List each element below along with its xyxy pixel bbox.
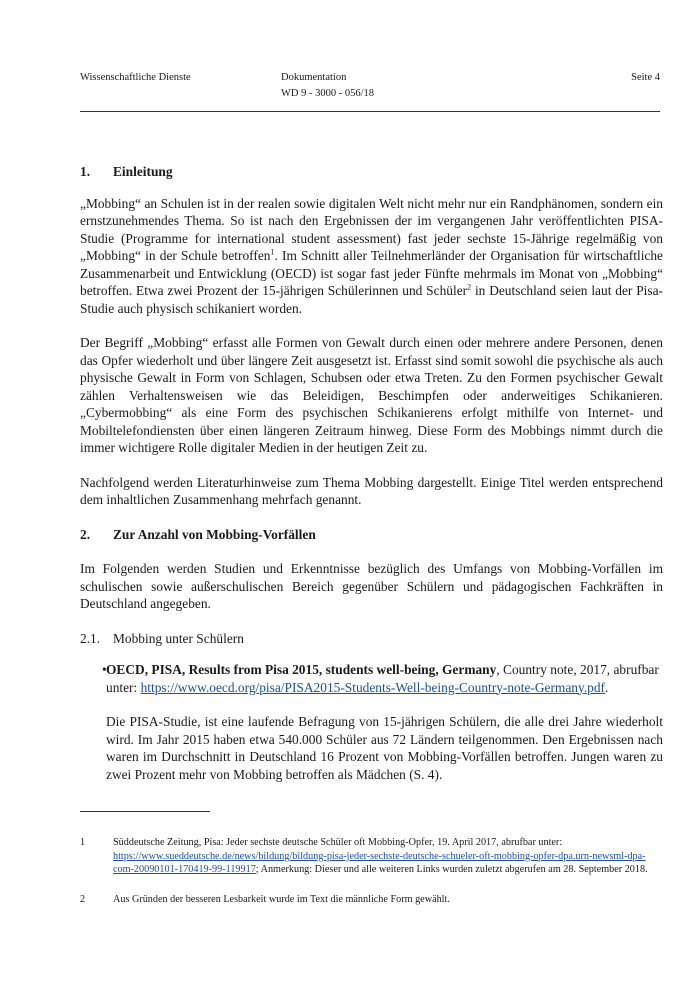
footnote-ref-2[interactable]: 2 <box>467 282 472 292</box>
intro-p1-text-c: in Deutschland seien laut der Pisa-Studie auch physisch schikaniert worden. <box>80 283 663 316</box>
literature-link-end: . <box>605 679 609 695</box>
header-page-number: Seite 4 <box>631 72 660 83</box>
literature-citation <box>106 661 663 696</box>
literature-title: OECD, PISA, Results from Pisa 2015, students well-being, Germany <box>106 662 497 677</box>
header-document-info <box>281 70 374 102</box>
header-doc-type: Dokumentation <box>281 72 347 83</box>
footnote-1-link[interactable]: https://www.sueddeutsche.de/news/bildung/bildung-pisa-jeder-sechste-deutsche-schueler-oft-mobbing-opfer-dpa.urn-newsml-dpa-com-20090101-170419-99-119917 <box>113 850 646 876</box>
subsection-2-1-heading <box>80 630 663 648</box>
section-1-heading <box>80 163 663 181</box>
footnote-2-text: Aus Gründen der besseren Lesbarkeit wurde im Text die männliche Form gewählt. <box>113 893 450 905</box>
main-content <box>80 163 663 783</box>
footnote-1-number: 1 <box>80 837 86 848</box>
section-2-intro: Im Folgenden werden Studien und Erkenntnisse bezüglich des Umfangs von Mobbing-Vorfällen im schulischen sowie außerschulischen Bereich gegenüber Schülern und pädagogischen Fachkräften in Deutschland angegeben. <box>80 561 663 611</box>
literature-item <box>80 661 663 783</box>
header-divider <box>80 111 660 112</box>
intro-paragraph-1 <box>80 195 663 318</box>
literature-description: Die PISA-Studie, ist eine laufende Befragung von 15-jährigen Schülern, die alle drei Jahre wiederholt wird. Im Jahr 2015 haben etwa 540.000 Schüler aus 72 Ländern teilgenommen. Den Ergebnissen nach waren im Durchschnitt in Deutschland 16 Prozent von Mobbing-Vorfällen betroffen. Jungen waren zu zwei Prozent mehr von Mobbing betroffen als Mädchen (S. 4). <box>106 714 663 782</box>
footnote-1-text-b: ; Anmerkung: Dieser und alle weiteren Links wurden zuletzt abgerufen am 28. September 2018. <box>255 864 648 876</box>
literature-link[interactable]: https://www.oecd.org/pisa/PISA2015-Students-Well-being-Country-note-Germany.pdf <box>140 679 606 695</box>
intro-paragraph-2: Der Begriff „Mobbing“ erfasst alle Formen von Gewalt durch einen oder mehrere andere Personen, denen das Opfer wiederholt und über längere Zeit ausgesetzt ist. Erfasst sind somit sowohl die psychische als auch physische Gewalt in Form von Schlagen, Schubsen oder etwa Treten. Zu den Formen psychischer Gewalt zählen Verhaltensweisen wie das Beleidigen, Beschimpfen oder anderweitiges Schikanieren. „Cybermobbing“ als eine Form des psychischen Schikanierens erfolgt mithilfe von Internet- und Mobiltelefondiensten über einen längeren Zeitraum hinweg. Diese Form des Mobbings nimmt durch die immer wichtigere Rolle digitaler Medien in der heutigen Zeit zu. <box>80 335 663 455</box>
footnotes <box>80 836 660 906</box>
intro-paragraph-3: Nachfolgend werden Literaturhinweise zum Thema Mobbing dargestellt. Einige Titel werden entsprechend dem inhaltlichen Zusammenhang mehrfach genannt. <box>80 474 663 507</box>
subsection-2-1-number: 2.1. <box>80 630 101 646</box>
literature-meta: , Country note, 2017, abrufbar unter: <box>106 662 659 695</box>
section-1-number: 1. <box>80 164 91 179</box>
section-2-number: 2. <box>80 526 91 542</box>
section-2-heading <box>80 526 663 544</box>
footnote-divider <box>80 811 210 812</box>
footnote-ref-1[interactable]: 1 <box>270 247 275 257</box>
footnote-2-number: 2 <box>80 893 86 905</box>
footnote-2 <box>80 893 660 907</box>
subsection-2-1-title: Mobbing unter Schülern <box>113 630 244 646</box>
footnote-1-text-a: Süddeutsche Zeitung, Pisa: Jeder sechste deutsche Schüler oft Mobbing-Opfer, 19. April 2017, abrufbar unter: <box>113 837 563 848</box>
section-1-title: Einleitung <box>113 164 173 179</box>
bullet-point: • <box>102 662 107 677</box>
header-institution: Wissenschaftliche Dienste <box>80 72 191 83</box>
intro-p1-text-b: . Im Schnitt aller Teilnehmerländer der Organisation für wirtschaftliche Zusammenarbeit und Entwicklung (OECD) ist sogar fast jeder Fünfte mehrmals im Monat von „Mobbing“ betroffen. Etwa zwei Prozent der 15-jährigen Schülerinnen und Schüler <box>80 248 663 298</box>
intro-p1-text-a: „Mobbing“ an Schulen ist in der realen sowie digitalen Welt nicht mehr nur ein Randphänomen, sondern ein ernstzunehmendes Thema. So ist nach den Ergebnissen der im vergangenen Jahr veröffentlichten PISA-Studie (Programme for international student assessment) fast jeder sechste 15-Jährige regelmäßig von „Mobbing“ in der Schule betroffen <box>80 195 663 263</box>
footnote-1 <box>80 836 660 877</box>
section-2-title: Zur Anzahl von Mobbing-Vorfällen <box>113 526 316 542</box>
header-doc-number: WD 9 - 3000 - 056/18 <box>281 88 375 99</box>
